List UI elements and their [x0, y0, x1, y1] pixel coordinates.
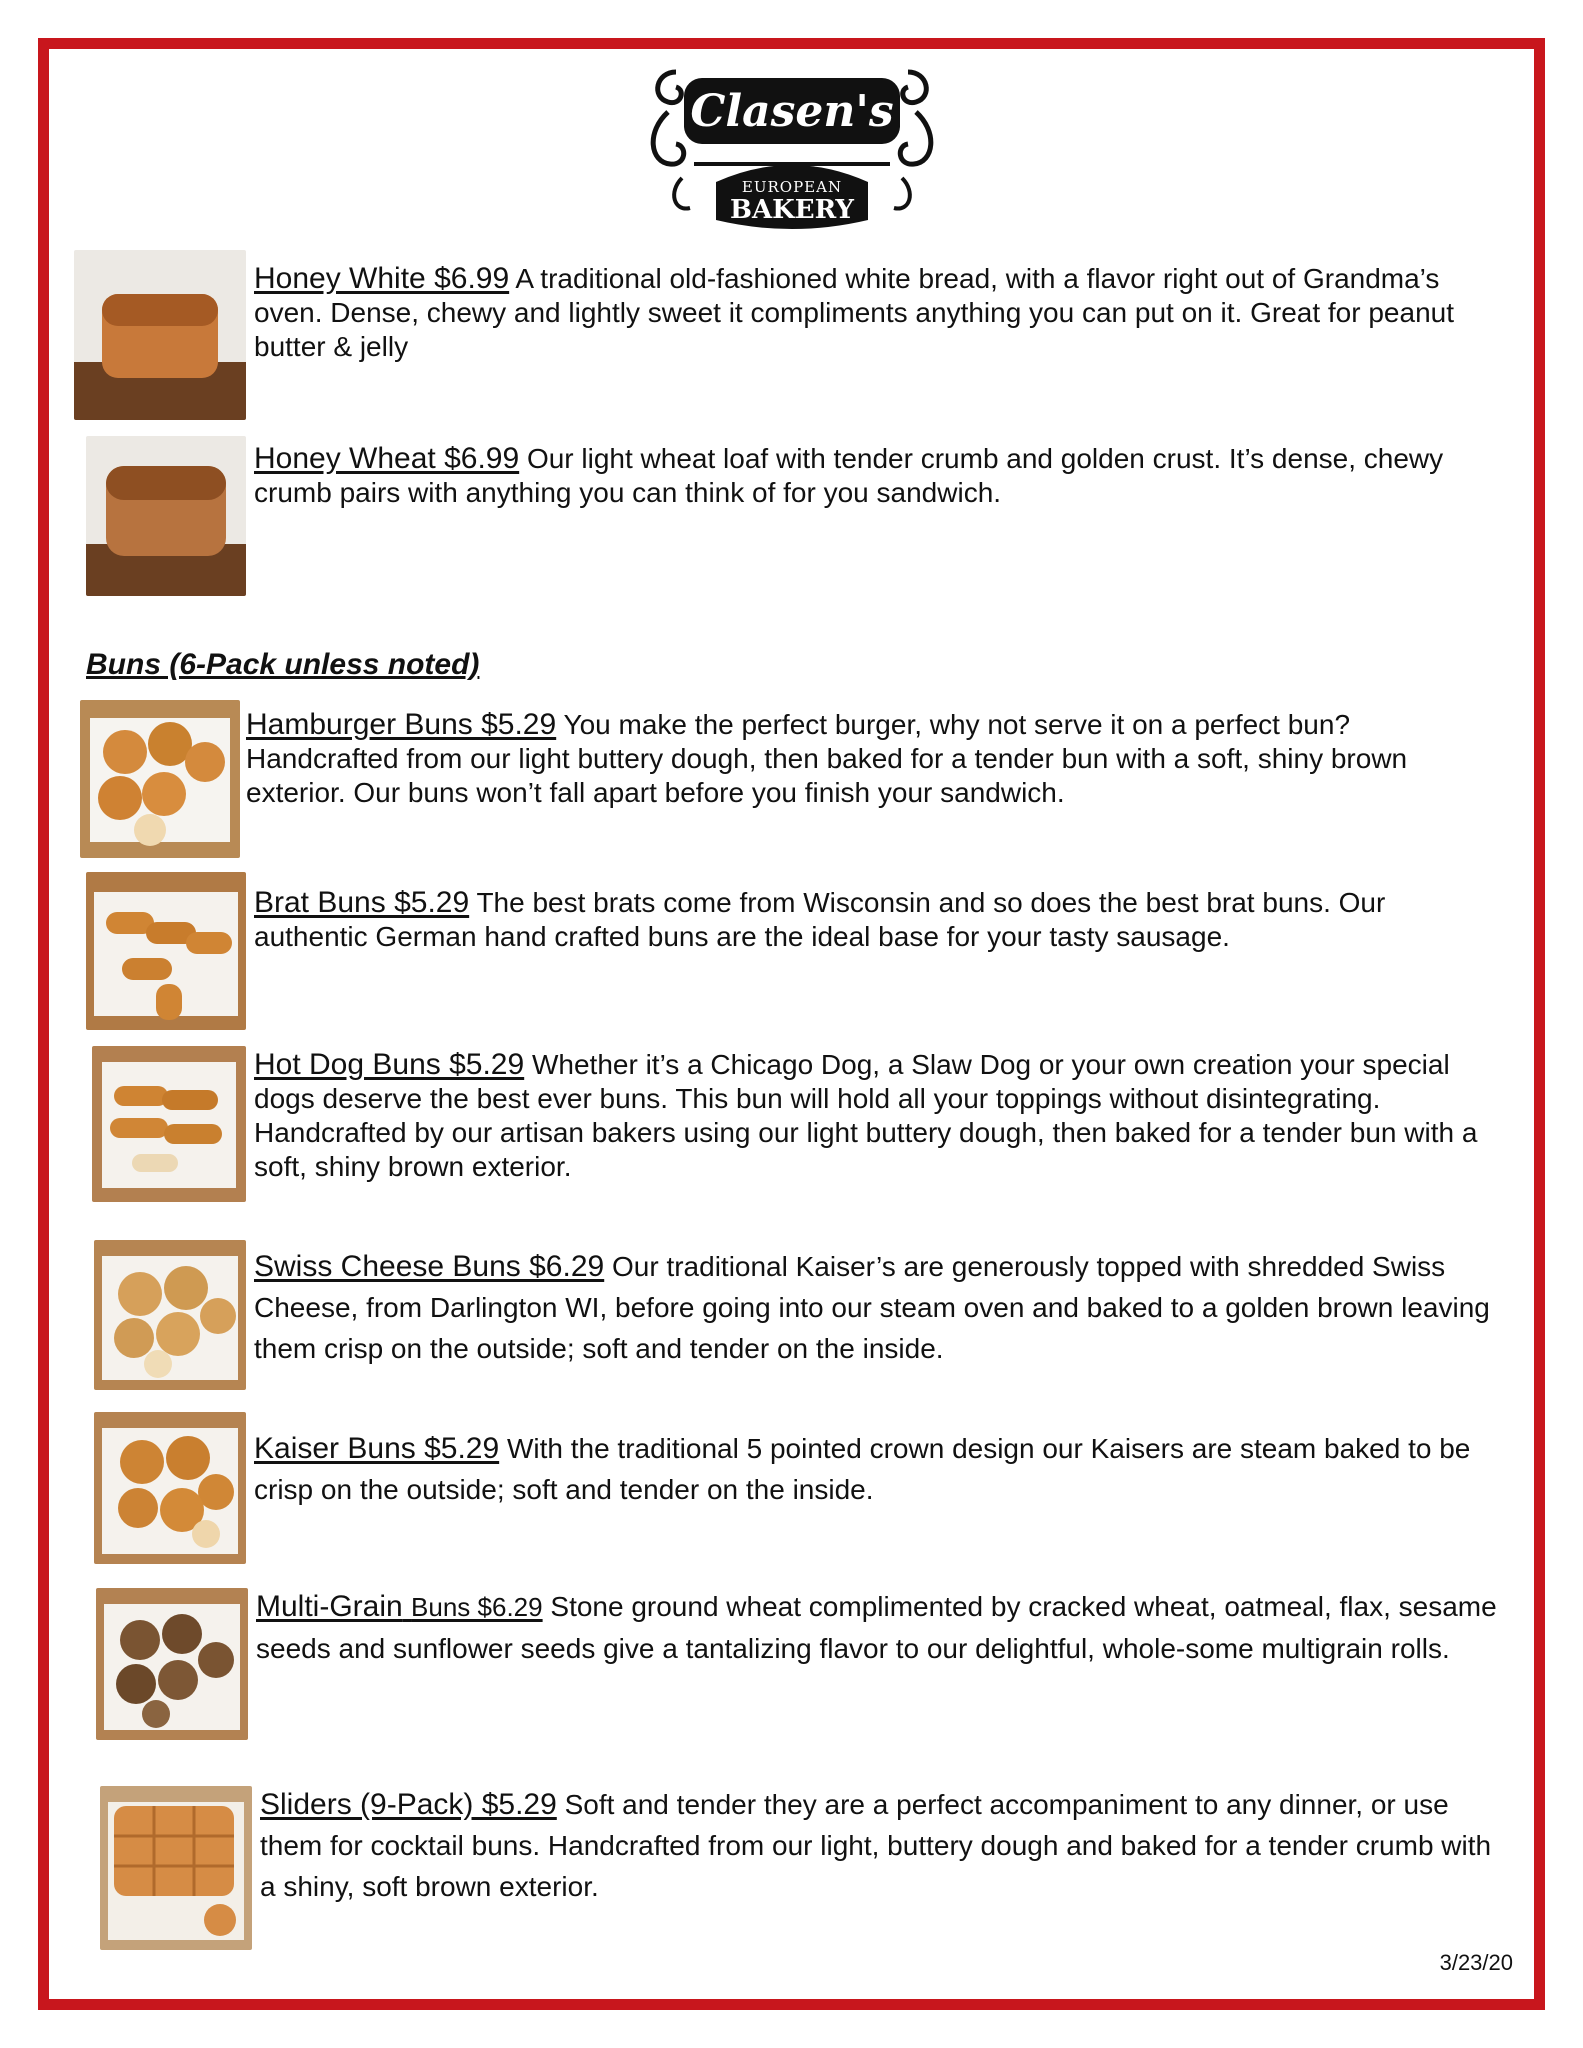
honey-wheat-item — [254, 442, 1500, 510]
brat-buns-item — [254, 886, 1500, 954]
brat-buns-name: Brat Buns $5.29 — [254, 886, 470, 919]
hot-dog-buns-photo — [92, 1046, 246, 1202]
sliders-photo — [100, 1786, 252, 1950]
multi-grain-buns-desc: Stone ground wheat complimented by cracked wheat, oatmeal, flax, sesame seeds and sunflower seeds give a tantalizing flavor to our delightful, whole-some multigrain rolls. — [256, 1591, 1497, 1664]
honey-white-desc: A traditional old-fashioned white bread, with a flavor right out of Grandma’s oven. Dense, chewy and lightly sweet it compliments anything you can put on it. Great for peanut butter & jelly — [254, 263, 1454, 362]
hamburger-buns-item — [246, 708, 1500, 810]
honey-white-item — [254, 262, 1500, 364]
hamburger-buns-photo — [80, 700, 240, 858]
honey-white-photo — [74, 250, 246, 420]
multi-grain-buns-photo — [96, 1588, 248, 1740]
multi-grain-name-a: Multi-Grain — [256, 1590, 403, 1623]
hot-dog-buns-item — [254, 1048, 1510, 1184]
honey-white-name: Honey White $6.99 — [254, 262, 510, 295]
hamburger-buns-name: Hamburger Buns $5.29 — [246, 708, 557, 741]
brat-buns-photo — [86, 872, 246, 1030]
kaiser-buns-desc: With the traditional 5 pointed crown design our Kaisers are steam baked to be crisp on the outside; soft and tender on the inside. — [254, 1433, 1471, 1505]
buns-section-title: Buns (6-Pack unless noted) — [86, 648, 480, 681]
kaiser-buns-item — [254, 1428, 1510, 1510]
multi-grain-name-b: Buns $6.29 — [411, 1592, 543, 1622]
multi-grain-buns-name — [256, 1590, 543, 1623]
hamburger-buns-desc: You make the perfect burger, why not serve it on a perfect bun? Handcrafted from our light buttery dough, then baked for a tender bun with a soft, shiny brown exterior. Our buns won’t fall apart before you finish your sandwich. — [246, 709, 1408, 808]
swiss-cheese-buns-name: Swiss Cheese Buns $6.29 — [254, 1250, 605, 1283]
honey-wheat-photo — [86, 436, 246, 596]
honey-wheat-name: Honey Wheat $6.99 — [254, 442, 520, 475]
logo-line2: BAKERY — [730, 195, 854, 225]
multi-grain-buns-item — [256, 1586, 1510, 1669]
kaiser-buns-photo — [94, 1412, 246, 1564]
hot-dog-buns-name: Hot Dog Buns $5.29 — [254, 1048, 525, 1081]
swiss-cheese-buns-photo — [94, 1240, 246, 1390]
honey-wheat-desc: Our light wheat loaf with tender crumb and golden crust. It’s dense, chewy crumb pairs with anything you can think of for you sandwich. — [254, 443, 1444, 508]
swiss-cheese-buns-item — [254, 1246, 1510, 1369]
brat-buns-desc: The best brats come from Wisconsin and so does the best brat buns. Our authentic German hand crafted buns are the ideal base for your tasty sausage. — [254, 887, 1386, 952]
swiss-cheese-buns-desc: Our traditional Kaiser’s are generously topped with shredded Swiss Cheese, from Darlington WI, before going into our steam oven and baked to a golden brown leaving them crisp on the outside; soft and tender on the inside. — [254, 1251, 1490, 1364]
kaiser-buns-name: Kaiser Buns $5.29 — [254, 1432, 500, 1465]
bakery-logo — [646, 52, 938, 242]
sliders-name: Sliders (9-Pack) $5.29 — [260, 1788, 557, 1821]
sliders-desc: Soft and tender they are a perfect accompaniment to any dinner, or use them for cocktail buns. Handcrafted from our light, buttery dough and baked for a tender crumb with a shiny, soft brown exterior. — [260, 1789, 1492, 1902]
logo-name: Clasen's — [690, 86, 894, 137]
hot-dog-buns-desc: Whether it’s a Chicago Dog, a Slaw Dog or your own creation your special dogs deserve the best ever buns. This bun will hold all your toppings without disintegrating. Handcrafted by our artisan bakers using our light buttery dough, then baked for a tender bun with a soft, shiny brown exterior. — [254, 1049, 1478, 1182]
revision-date: 3/23/20 — [1439, 1950, 1513, 1975]
sliders-item — [260, 1784, 1510, 1907]
logo-line1: EUROPEAN — [741, 178, 843, 196]
